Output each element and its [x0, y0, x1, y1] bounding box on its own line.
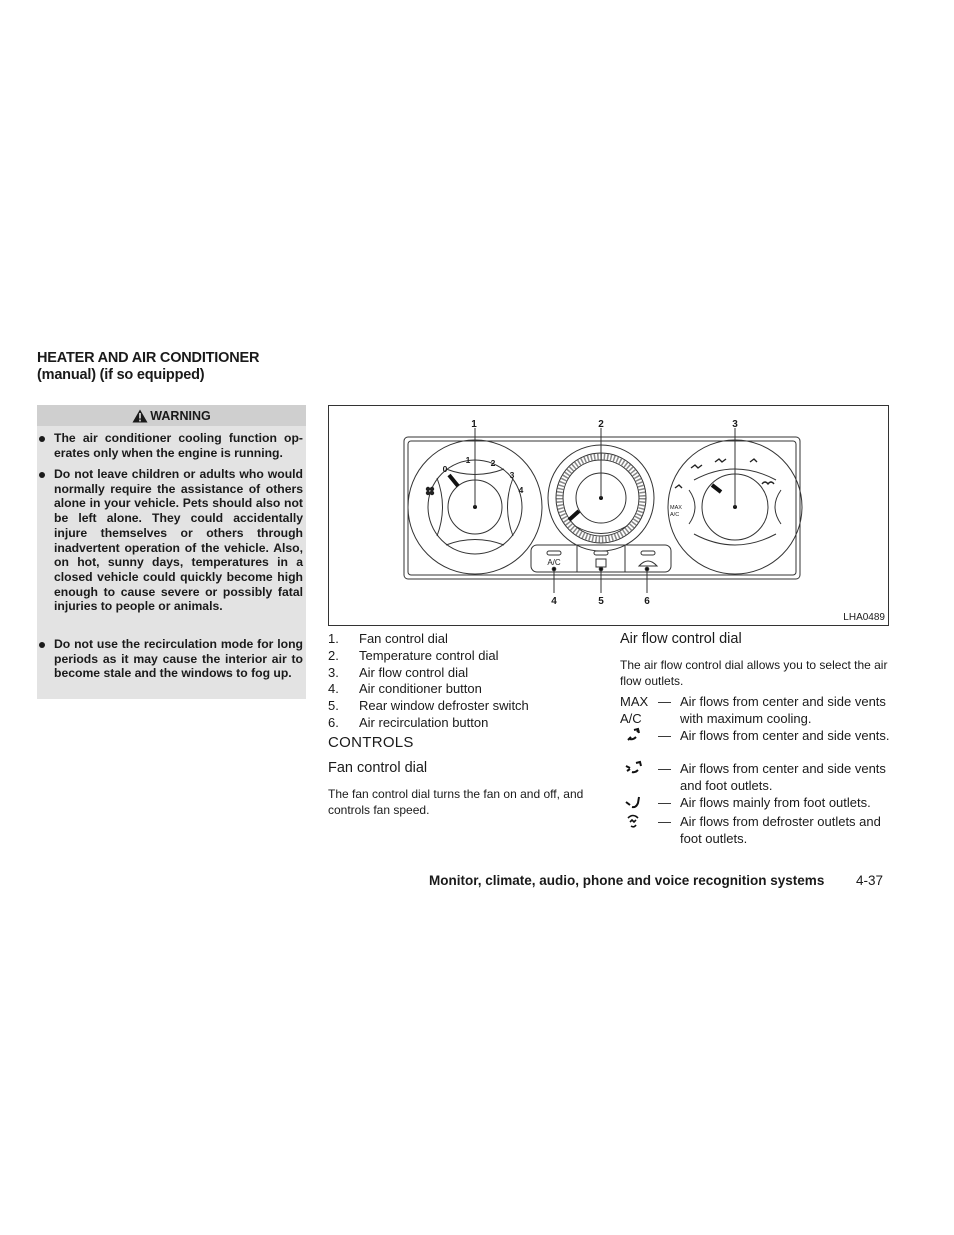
warning-box — [37, 405, 306, 699]
defrost-foot-icon — [624, 813, 644, 833]
callout-2: 2 — [598, 419, 604, 430]
list-item: 3. Air flow control dial — [328, 664, 469, 680]
warning-item: Do not use the recirculation mode for long periods as it may cause the interior air to become stale and the windows to fog up. — [54, 637, 303, 681]
callout-6: 6 — [644, 596, 650, 607]
foot-icon — [750, 459, 757, 462]
figure-code: LHA0489 — [843, 612, 885, 623]
vent-icon — [691, 465, 702, 468]
list-item: 2. Temperature control dial — [328, 647, 499, 663]
control-panel-diagram — [328, 405, 889, 626]
callout-4: 4 — [551, 596, 557, 607]
vent-icon — [675, 485, 682, 488]
warning-item: The air conditioner cooling function op-erates only when the engine is running. — [54, 431, 303, 460]
controls-heading: CONTROLS — [328, 734, 414, 751]
warning-item: Do not leave children or adults who would normally require the assistance of others alone in your vehicle. Pets should also not be left alone. They could accidentally injure themselves or others through inadvertent operation of the vehicle. Also, on hot, sunny days, temperatures in a closed vehicle could quickly become high enough to cause severe or possibly fatal injuries to people or animals. — [54, 467, 303, 614]
fan-tick-4: 4 — [518, 485, 524, 495]
callout-1: 1 — [471, 419, 477, 430]
bullet-icon — [39, 642, 45, 648]
fan-dial-text: The fan control dial turns the fan on and off, and controls fan speed. — [328, 787, 584, 817]
ac-button-label: A/C — [547, 558, 561, 567]
list-item: 4. Air conditioner button — [328, 681, 482, 697]
list-item: 6. Air recirculation button — [328, 714, 489, 730]
warning-header — [37, 405, 306, 426]
fan-tick-0: 0 — [442, 464, 448, 474]
footer-chapter: Monitor, climate, audio, phone and voice recognition systems — [429, 873, 825, 888]
foot-icon — [624, 794, 646, 814]
bilevel-icon — [624, 760, 646, 780]
fan-tick-2: 2 — [490, 458, 496, 468]
fan-tick-1: 1 — [465, 455, 471, 465]
bullet-icon — [39, 436, 45, 442]
air-flow-heading: Air flow control dial — [620, 631, 742, 647]
list-item: 1. Fan control dial — [328, 631, 448, 646]
control-panel-illustration — [329, 406, 888, 625]
callout-3: 3 — [732, 419, 738, 430]
section-title: HEATER AND AIR CONDITIONER — [37, 350, 260, 366]
air-flow-intro: The air flow control dial allows you to select the air flow outlets. — [620, 658, 888, 688]
max-label: MAX — [670, 505, 682, 511]
warning-heading: WARNING — [150, 408, 211, 423]
bilevel-icon — [715, 459, 726, 462]
max-ac-label: MAX A/C — [620, 694, 649, 726]
warning-triangle-icon — [132, 409, 148, 423]
component-legend — [328, 631, 618, 732]
fan-dial-heading: Fan control dial — [328, 760, 428, 776]
bullet-icon — [39, 472, 45, 478]
defrost-icon — [762, 482, 774, 484]
list-item: 5. Rear window defroster switch — [328, 698, 529, 714]
fan-tick-3: 3 — [509, 470, 515, 480]
vent-icon — [624, 727, 644, 747]
page-number: 4-37 — [856, 873, 884, 888]
section-subtitle: (manual) (if so equipped) — [37, 367, 205, 383]
ac-label: A/C — [670, 512, 680, 518]
callout-5: 5 — [598, 596, 604, 607]
